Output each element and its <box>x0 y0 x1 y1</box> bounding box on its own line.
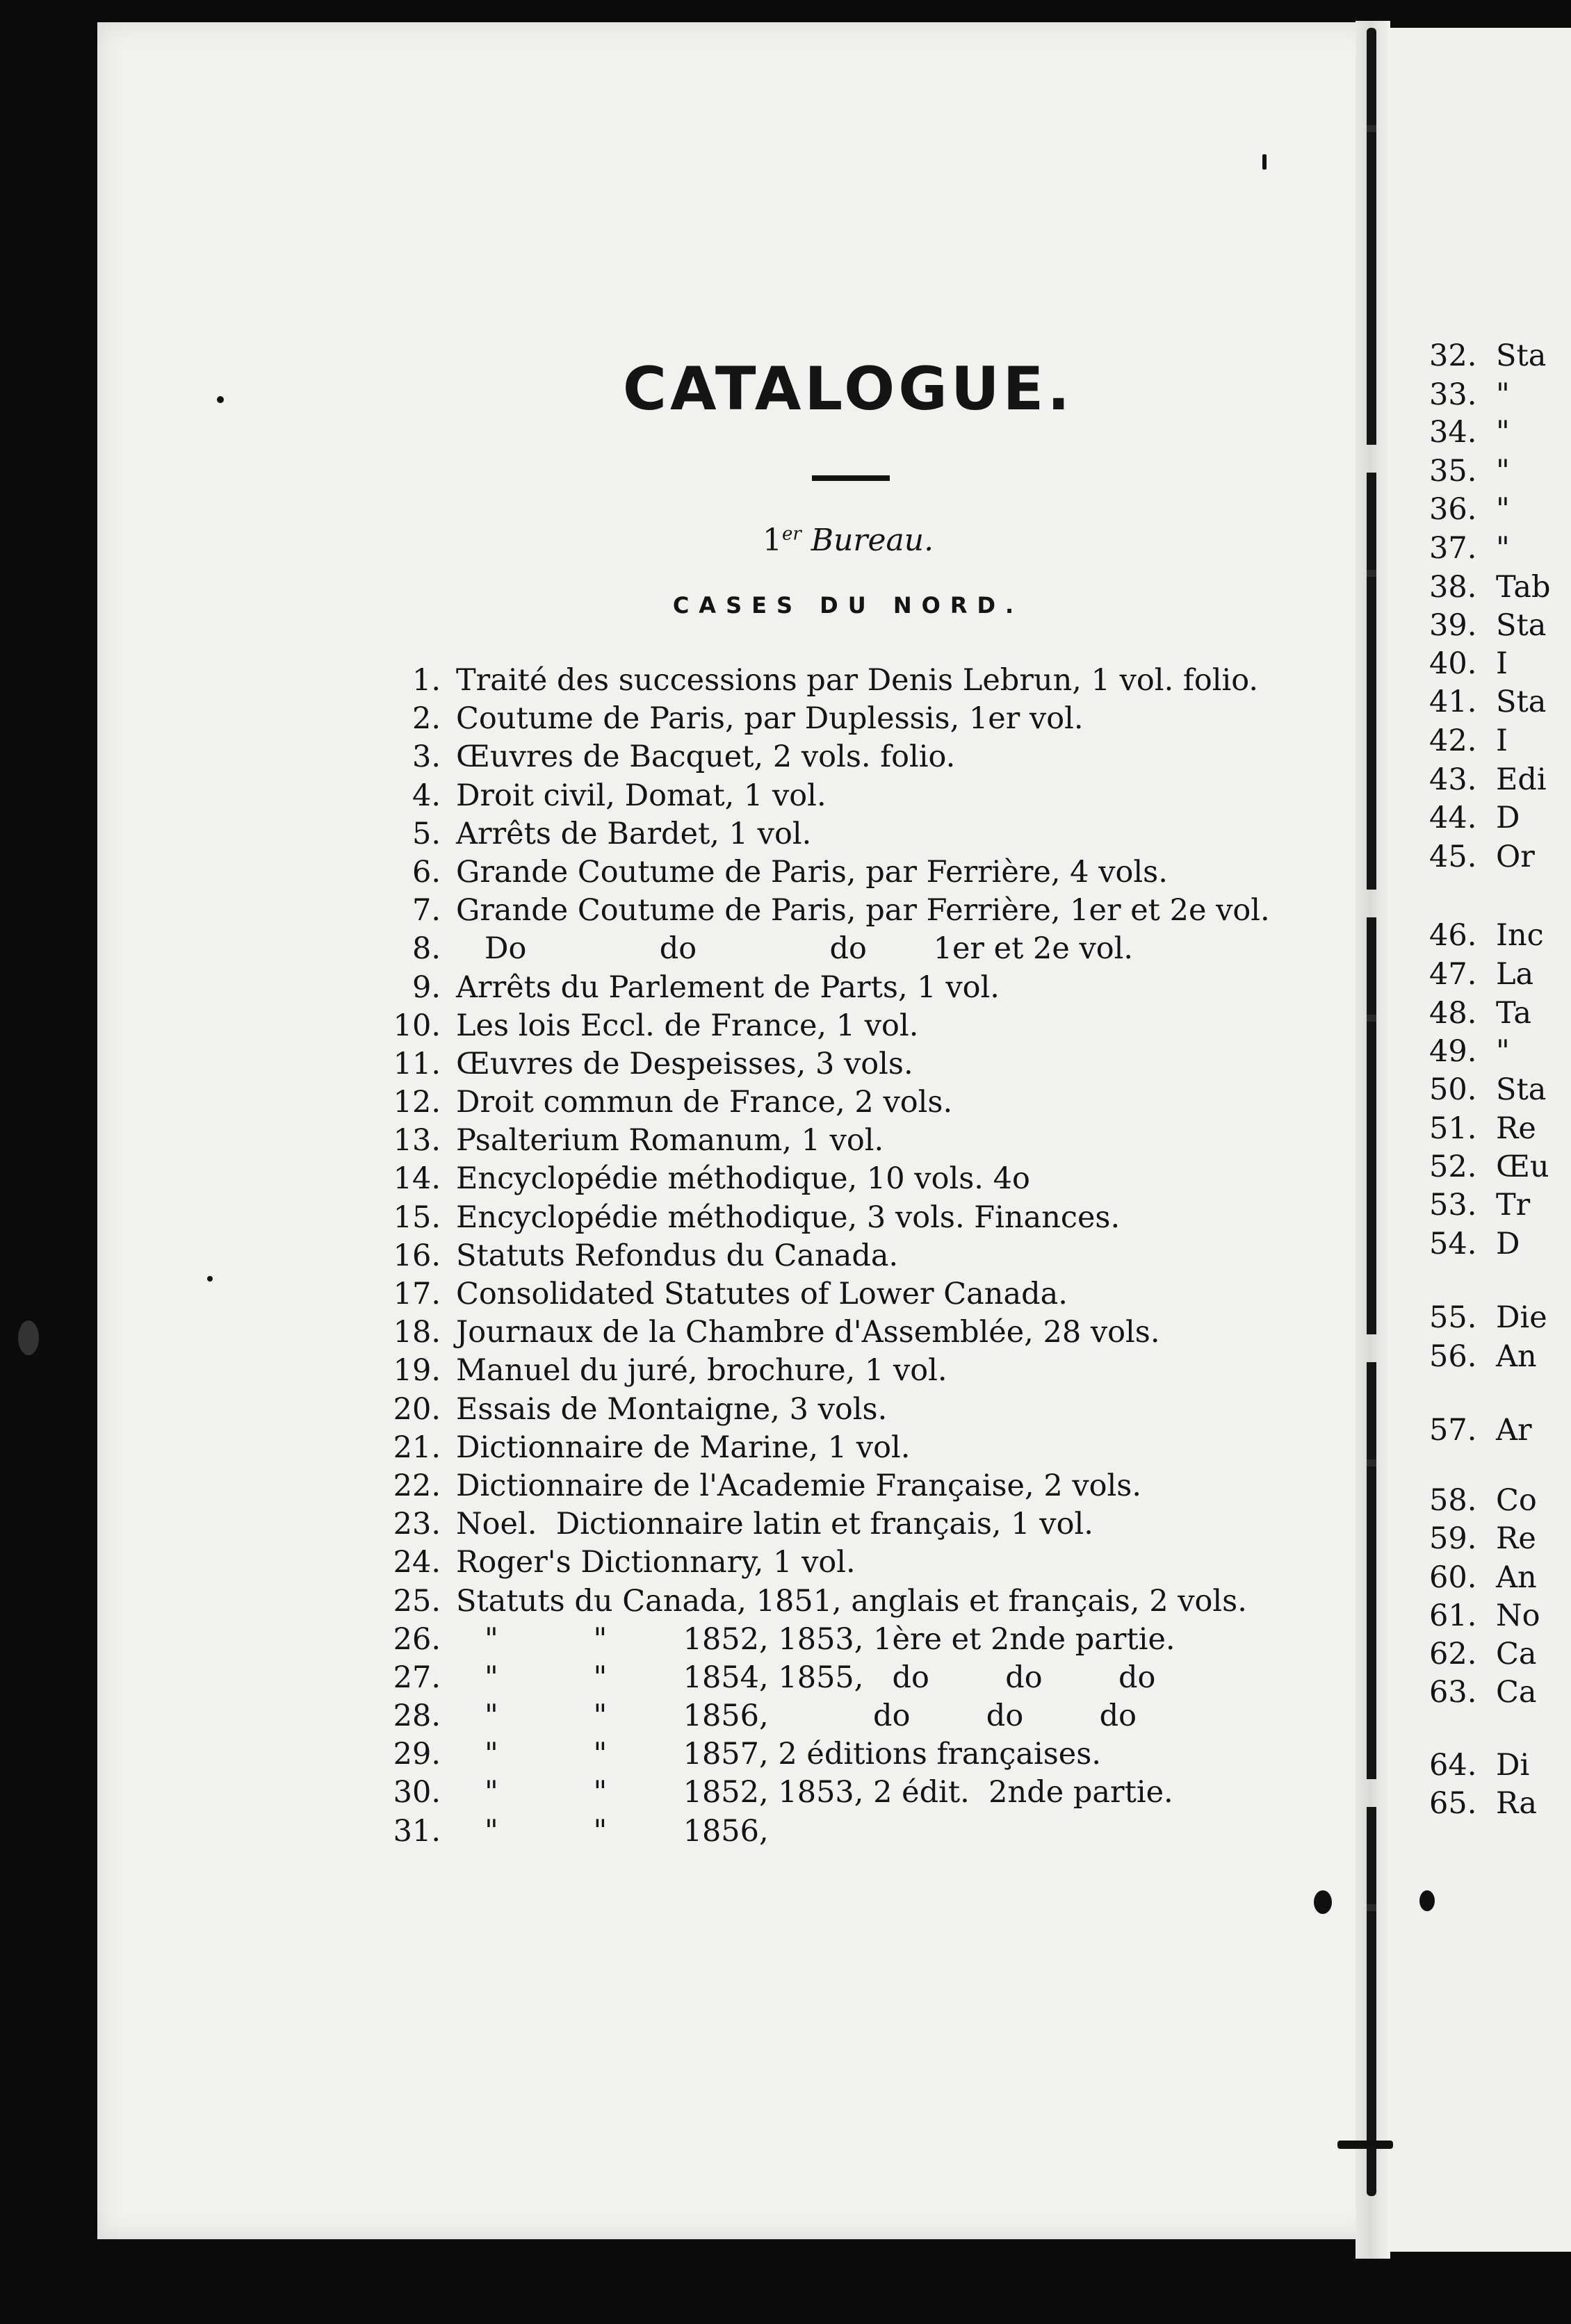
facing-page-entry <box>1429 452 1510 491</box>
facing-entry-number: 37. <box>1429 531 1477 566</box>
facing-page-entry <box>1429 1147 1549 1186</box>
catalogue-entry <box>375 1659 1335 1697</box>
catalogue-entry <box>375 700 1335 738</box>
facing-entry-number: 60. <box>1429 1560 1477 1595</box>
facing-entry-text: Tab <box>1496 570 1551 605</box>
entry-text: Statuts du Canada, 1851, anglais et français, 2 vols. <box>456 1583 1247 1619</box>
entry-number: 30. <box>393 1775 441 1810</box>
facing-entry-text: Re <box>1496 1111 1536 1146</box>
facing-entry-number: 32. <box>1429 338 1477 373</box>
entry-text: Statuts Refondus du Canada. <box>456 1238 899 1273</box>
facing-page-entry <box>1429 916 1544 955</box>
catalogue-entry <box>375 1429 1335 1467</box>
catalogue-entry <box>375 1122 1335 1160</box>
entry-number: 14. <box>393 1161 441 1197</box>
facing-entry-text: Sta <box>1496 338 1547 373</box>
facing-entry-text: Co <box>1496 1483 1537 1518</box>
entry-number: 22. <box>393 1468 441 1503</box>
facing-entry-number: 42. <box>1429 723 1477 758</box>
catalogue-entry <box>375 1160 1335 1198</box>
entry-text: Droit civil, Domat, 1 vol. <box>456 778 827 813</box>
catalogue-entry <box>375 1544 1335 1582</box>
entry-text: Arrêts du Parlement de Parts, 1 vol. <box>456 969 1000 1005</box>
facing-entry-text: Ca <box>1496 1675 1537 1710</box>
facing-page-entry <box>1429 1411 1532 1450</box>
entry-number: 7. <box>412 893 441 928</box>
catalogue-entry <box>375 815 1335 853</box>
catalogue-entry <box>375 1314 1335 1352</box>
entry-number: 15. <box>393 1200 441 1235</box>
catalogue-entry <box>375 853 1335 892</box>
facing-page-entry <box>1429 644 1508 683</box>
entry-number: 10. <box>393 1008 441 1043</box>
catalogue-entry <box>375 1391 1335 1429</box>
facing-entry-text: " <box>1496 415 1510 450</box>
facing-entry-text: La <box>1496 957 1534 992</box>
facing-page-entry <box>1429 1109 1536 1148</box>
catalogue-entry <box>375 892 1335 930</box>
facing-entry-text: An <box>1496 1560 1537 1595</box>
facing-page-entry <box>1429 529 1510 568</box>
facing-entry-number: 54. <box>1429 1227 1477 1261</box>
facing-page-entry <box>1429 760 1547 799</box>
facing-page-entry <box>1429 568 1551 607</box>
entry-text: Droit commun de France, 2 vols. <box>456 1085 953 1120</box>
facing-entry-text: Ra <box>1496 1786 1537 1821</box>
catalogue-entry <box>375 777 1335 815</box>
catalogue-entry <box>375 1621 1335 1659</box>
facing-entry-number: 35. <box>1429 454 1477 489</box>
facing-entry-text: Inc <box>1496 918 1544 953</box>
title-rule <box>812 475 890 481</box>
entry-text: Traité des successions par Denis Lebrun, 1 vol. folio. <box>456 663 1259 698</box>
catalogue-title: CATALOGUE. <box>622 354 1074 424</box>
entry-number: 24. <box>393 1545 441 1580</box>
facing-entry-number: 64. <box>1429 1748 1477 1783</box>
facing-entry-text: Ar <box>1496 1413 1532 1448</box>
entry-text: Encyclopédie méthodique, 10 vols. 4o <box>456 1161 1030 1197</box>
catalogue-entry <box>375 1275 1335 1314</box>
facing-page-entry <box>1429 1070 1546 1109</box>
facing-entry-number: 61. <box>1429 1598 1477 1633</box>
entry-number: 16. <box>393 1238 441 1273</box>
facing-entry-text: Ta <box>1496 996 1531 1031</box>
facing-entry-number: 46. <box>1429 918 1477 953</box>
facing-page-entry <box>1429 413 1510 452</box>
entry-text: Roger's Dictionnary, 1 vol. <box>456 1545 856 1580</box>
entry-text: " " 1852, 1853, 1ère et 2nde partie. <box>456 1621 1175 1657</box>
entry-text: Dictionnaire de Marine, 1 vol. <box>456 1430 911 1465</box>
facing-entry-text: Ca <box>1496 1637 1537 1671</box>
facing-entry-number: 45. <box>1429 840 1477 874</box>
facing-entry-number: 56. <box>1429 1339 1477 1374</box>
entry-text: Œuvres de Bacquet, 2 vols. folio. <box>456 739 956 775</box>
entry-number: 5. <box>412 816 441 851</box>
facing-page-entry <box>1429 837 1535 876</box>
entry-text: Manuel du juré, brochure, 1 vol. <box>456 1353 947 1389</box>
catalogue-entry <box>375 1812 1335 1851</box>
catalogue-entry <box>375 1735 1335 1774</box>
facing-entry-number: 53. <box>1429 1188 1477 1222</box>
entry-text: " " 1856, <box>456 1813 769 1849</box>
entry-number: 11. <box>393 1046 441 1081</box>
facing-entry-number: 36. <box>1429 492 1477 527</box>
catalogue-entry <box>375 1774 1335 1812</box>
facing-entry-number: 52. <box>1429 1149 1477 1184</box>
facing-page-entry <box>1429 682 1546 721</box>
facing-entry-text: " <box>1496 1034 1510 1069</box>
entry-text: " " 1854, 1855, do do do <box>456 1660 1156 1695</box>
entry-text: Noel. Dictionnaire latin et français, 1 vol. <box>456 1507 1093 1542</box>
facing-entry-text: " <box>1496 377 1510 412</box>
facing-entry-text: D <box>1496 801 1520 835</box>
entry-text: Coutume de Paris, par Duplessis, 1er vol. <box>456 701 1084 737</box>
facing-entry-number: 59. <box>1429 1521 1477 1556</box>
entry-text: " " 1852, 1853, 2 édit. 2nde partie. <box>456 1775 1173 1810</box>
catalogue-entry <box>375 1007 1335 1045</box>
facing-entry-text: Sta <box>1496 685 1547 719</box>
entry-number: 29. <box>393 1737 441 1772</box>
facing-page-entry <box>1429 1673 1537 1712</box>
entry-number: 20. <box>393 1391 441 1427</box>
catalogue-entry <box>375 1467 1335 1505</box>
entry-number: 3. <box>412 739 441 775</box>
bureau-subtitle <box>709 523 987 558</box>
facing-entry-text: Sta <box>1496 1072 1547 1107</box>
facing-entry-text: I <box>1496 646 1508 681</box>
entry-text: " " 1857, 2 éditions françaises. <box>456 1737 1101 1772</box>
binding-stitch <box>1367 28 1376 2196</box>
facing-entry-number: 40. <box>1429 646 1477 681</box>
facing-page-entry <box>1429 1635 1537 1674</box>
facing-entry-text: Edi <box>1496 762 1547 797</box>
facing-page-entry <box>1429 799 1520 837</box>
facing-entry-number: 63. <box>1429 1675 1477 1710</box>
entry-text: Arrêts de Bardet, 1 vol. <box>456 816 812 851</box>
entry-number: 26. <box>393 1621 441 1657</box>
bureau-ordinal: er <box>781 523 801 545</box>
catalogue-entry <box>375 1505 1335 1544</box>
facing-page-entry <box>1429 955 1533 994</box>
entry-number: 1. <box>412 663 441 698</box>
entry-text: Les lois Eccl. de France, 1 vol. <box>456 1008 919 1043</box>
facing-entry-number: 65. <box>1429 1786 1477 1821</box>
catalogue-entry <box>375 738 1335 776</box>
facing-entry-number: 44. <box>1429 801 1477 835</box>
facing-entry-number: 47. <box>1429 957 1477 992</box>
entry-number: 6. <box>412 854 441 890</box>
facing-page-entry <box>1429 721 1508 760</box>
entry-number: 2. <box>412 701 441 737</box>
facing-page-entry <box>1429 1186 1530 1225</box>
entry-text: Journaux de la Chambre d'Assemblée, 28 vols. <box>456 1315 1160 1350</box>
catalogue-entry <box>375 1697 1335 1735</box>
facing-page-entry <box>1429 1032 1510 1071</box>
facing-entry-text: I <box>1496 723 1508 758</box>
facing-page-entry <box>1429 336 1546 375</box>
facing-entry-text: Œu <box>1496 1149 1549 1184</box>
facing-entry-number: 48. <box>1429 996 1477 1031</box>
facing-entry-text: " <box>1496 531 1510 566</box>
bureau-number: 1 <box>762 523 782 558</box>
facing-page-entry <box>1429 1337 1537 1376</box>
entry-number: 31. <box>393 1813 441 1849</box>
facing-entry-number: 38. <box>1429 570 1477 605</box>
entry-text: Grande Coutume de Paris, par Ferrière, 4 vols. <box>456 854 1168 890</box>
facing-page-entry <box>1429 490 1510 529</box>
catalogue-entry <box>375 1083 1335 1122</box>
facing-entry-number: 41. <box>1429 685 1477 719</box>
facing-page-entry <box>1429 1481 1537 1520</box>
facing-page-entry <box>1429 606 1546 645</box>
entry-number: 21. <box>393 1430 441 1465</box>
entry-number: 18. <box>393 1315 441 1350</box>
facing-entry-text: Re <box>1496 1521 1536 1556</box>
section-heading: CASES DU NORD. <box>672 592 1024 619</box>
entry-number: 13. <box>393 1123 441 1159</box>
catalogue-entry <box>375 662 1335 700</box>
facing-page-entry <box>1429 1519 1536 1558</box>
facing-page-entry <box>1429 375 1510 414</box>
facing-entry-number: 50. <box>1429 1072 1477 1107</box>
facing-page-entry <box>1429 1558 1537 1597</box>
catalogue-entry <box>375 1199 1335 1237</box>
catalogue-entry <box>375 1237 1335 1275</box>
facing-entry-number: 34. <box>1429 415 1477 450</box>
facing-entry-text: Sta <box>1496 608 1547 643</box>
entry-number: 4. <box>412 778 441 813</box>
catalogue-entry <box>375 1582 1335 1621</box>
entry-number: 28. <box>393 1699 441 1734</box>
catalogue-entry <box>375 1045 1335 1083</box>
facing-entry-number: 55. <box>1429 1300 1477 1335</box>
facing-entry-text: Die <box>1496 1300 1547 1335</box>
entry-number: 19. <box>393 1353 441 1389</box>
facing-page-entry <box>1429 1746 1529 1785</box>
facing-entry-text: No <box>1496 1598 1540 1633</box>
facing-entry-number: 57. <box>1429 1413 1477 1448</box>
entry-text: Dictionnaire de l'Academie Française, 2 vols. <box>456 1468 1142 1503</box>
catalogue-entry <box>375 1352 1335 1390</box>
facing-entry-number: 51. <box>1429 1111 1477 1146</box>
facing-entry-text: " <box>1496 454 1510 489</box>
facing-page-entry <box>1429 1298 1547 1337</box>
entry-number: 12. <box>393 1085 441 1120</box>
entry-number: 17. <box>393 1277 441 1311</box>
entry-text: " " 1856, do do do <box>456 1699 1137 1734</box>
bureau-word: Bureau. <box>801 523 934 558</box>
facing-entry-text: Or <box>1496 840 1535 874</box>
catalogue-entry <box>375 930 1335 968</box>
facing-entry-number: 33. <box>1429 377 1477 412</box>
catalogue-entry <box>375 969 1335 1007</box>
facing-entry-number: 39. <box>1429 608 1477 643</box>
entry-text: Œuvres de Despeisses, 3 vols. <box>456 1046 913 1081</box>
entry-number: 27. <box>393 1660 441 1695</box>
facing-page-entry <box>1429 1225 1520 1263</box>
entry-number: 8. <box>412 931 441 967</box>
facing-entry-text: Di <box>1496 1748 1530 1783</box>
entry-text: Encyclopédie méthodique, 3 vols. Finances. <box>456 1200 1121 1235</box>
facing-page-entry <box>1429 994 1531 1033</box>
entry-text: Do do do 1er et 2e vol. <box>456 931 1134 967</box>
facing-entry-text: Tr <box>1496 1188 1531 1222</box>
catalogue-entries <box>375 662 1335 1851</box>
facing-entry-number: 62. <box>1429 1637 1477 1671</box>
entry-text: Grande Coutume de Paris, par Ferrière, 1er et 2e vol. <box>456 893 1270 928</box>
facing-entry-number: 49. <box>1429 1034 1477 1069</box>
facing-page-entry <box>1429 1784 1537 1823</box>
entry-text: Essais de Montaigne, 3 vols. <box>456 1391 888 1427</box>
facing-entry-text: An <box>1496 1339 1537 1374</box>
entry-number: 9. <box>412 969 441 1005</box>
entry-number: 23. <box>393 1507 441 1542</box>
facing-page-entry <box>1429 1596 1540 1635</box>
facing-entry-number: 58. <box>1429 1483 1477 1518</box>
facing-entry-text: " <box>1496 492 1510 527</box>
entry-number: 25. <box>393 1583 441 1619</box>
facing-entry-number: 43. <box>1429 762 1477 797</box>
entry-text: Consolidated Statutes of Lower Canada. <box>456 1277 1068 1311</box>
entry-text: Psalterium Romanum, 1 vol. <box>456 1123 884 1159</box>
facing-entry-text: D <box>1496 1227 1520 1261</box>
